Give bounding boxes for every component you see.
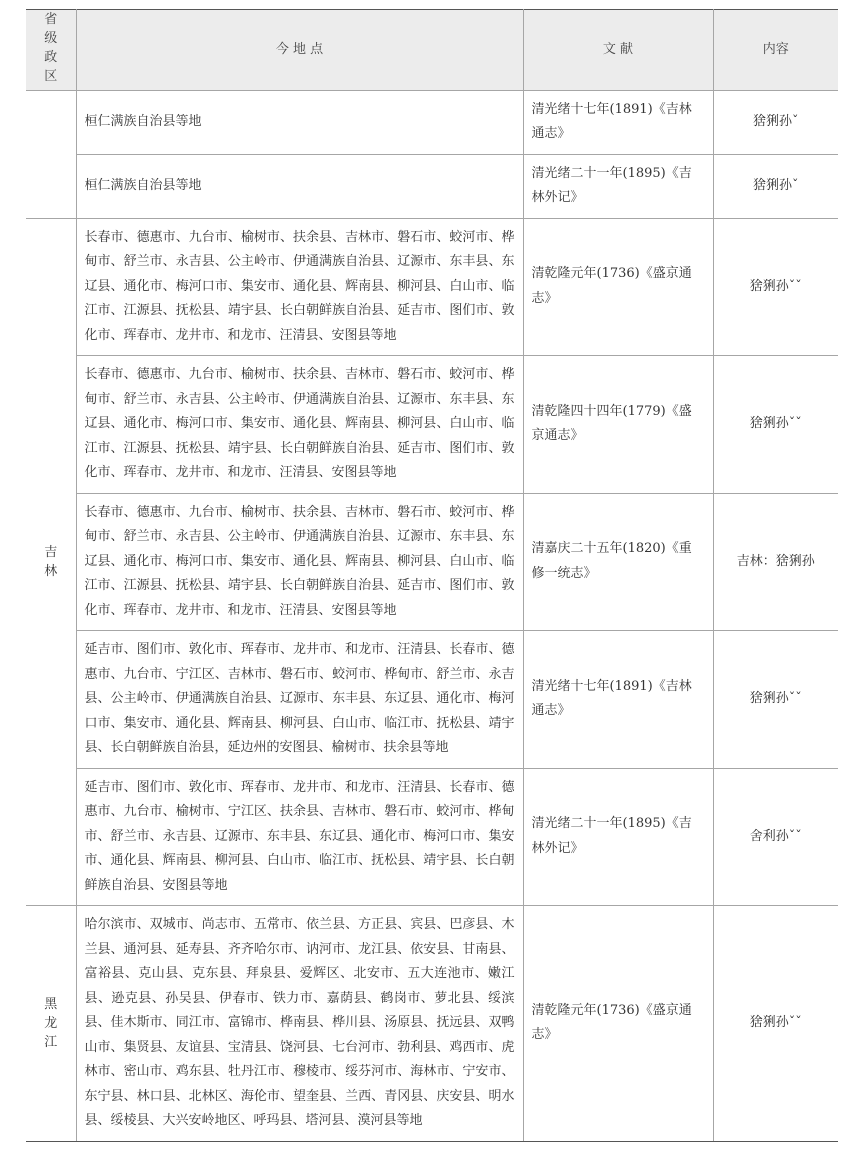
table-row — [26, 90, 838, 154]
source-cell: 清光绪十七年(1891)《吉林通志》 — [523, 90, 713, 154]
source-cell: 清乾隆元年(1736)《盛京通志》 — [523, 218, 713, 356]
content-cell: 猞猁孙ˇˇ — [713, 218, 838, 356]
table-row — [26, 356, 838, 494]
source-cell: 清光绪十七年(1891)《吉林通志》 — [523, 631, 713, 769]
location-cell: 延吉市、图们市、敦化市、珲春市、龙井市、和龙市、汪清县、长春市、德惠市、九台市、榆树市、宁江区、扶余县、吉林市、磐石市、蛟河市、桦甸市、舒兰市、永吉县、辽源市、东丰县、东辽县、通化市、梅河口市、集安市、通化县、辉南县、柳河县、白山市、临江市、抚松县、靖宇县、长白朝鲜族自治县、安图县等地 — [76, 768, 523, 906]
table-row — [26, 906, 838, 1142]
source-cell: 清光绪二十一年(1895)《吉林外记》 — [523, 154, 713, 218]
header-location: 今 地 点 — [76, 10, 523, 91]
gazetteer-table — [26, 9, 838, 1142]
content-cell: 猞猁孙ˇ — [713, 90, 838, 154]
table-row — [26, 218, 838, 356]
province-cell: 吉林 — [26, 218, 76, 906]
location-cell: 长春市、德惠市、九台市、榆树市、扶余县、吉林市、磐石市、蛟河市、桦甸市、舒兰市、永吉县、公主岭市、伊通满族自治县、辽源市、东丰县、东辽县、通化市、梅河口市、集安市、通化县、辉南县、柳河县、白山市、临江市、江源县、抚松县、靖宇县、长白朝鲜族自治县、延吉市、图们市、敦化市、珲春市、龙井市、和龙市、汪清县、安图县等地 — [76, 356, 523, 494]
source-cell: 清乾隆四十四年(1779)《盛京通志》 — [523, 356, 713, 494]
content-cell: 猞猁孙ˇˇ — [713, 631, 838, 769]
province-cell — [26, 90, 76, 218]
location-cell: 桓仁满族自治县等地 — [76, 90, 523, 154]
content-cell: 吉林：猞猁孙 — [713, 493, 838, 631]
table-row — [26, 154, 838, 218]
header-province: 省级政区 — [26, 10, 76, 91]
table-row — [26, 768, 838, 906]
content-cell: 舍利孙ˇˇ — [713, 768, 838, 906]
source-cell: 清乾隆元年(1736)《盛京通志》 — [523, 906, 713, 1142]
header-row — [26, 10, 838, 91]
location-cell: 哈尔滨市、双城市、尚志市、五常市、依兰县、方正县、宾县、巴彦县、木兰县、通河县、延寿县、齐齐哈尔市、讷河市、龙江县、依安县、甘南县、富裕县、克山县、克东县、拜泉县、爱辉区、北安市、五大连池市、嫩江县、逊克县、孙吴县、伊春市、铁力市、嘉荫县、鹤岗市、萝北县、绥滨县、佳木斯市、同江市、富锦市、桦南县、桦川县、汤原县、抚远县、双鸭山市、集贤县、友谊县、宝清县、饶河县、七台河市、勃利县、鸡西市、虎林市、密山市、鸡东县、牡丹江市、穆棱市、绥芬河市、海林市、宁安市、东宁县、林口县、北林区、海伦市、望奎县、兰西、青冈县、庆安县、明水县、绥棱县、大兴安岭地区、呼玛县、塔河县、漠河县等地 — [76, 906, 523, 1142]
location-cell: 长春市、德惠市、九台市、榆树市、扶余县、吉林市、磐石市、蛟河市、桦甸市、舒兰市、永吉县、公主岭市、伊通满族自治县、辽源市、东丰县、东辽县、通化市、梅河口市、集安市、通化县、辉南县、柳河县、白山市、临江市、江源县、抚松县、靖宇县、长白朝鲜族自治县、延吉市、图们市、敦化市、珲春市、龙井市、和龙市、汪清县、安图县等地 — [76, 218, 523, 356]
header-content: 内容 — [713, 10, 838, 91]
header-source: 文 献 — [523, 10, 713, 91]
table-row — [26, 493, 838, 631]
content-cell: 猞猁孙ˇ — [713, 154, 838, 218]
location-cell: 延吉市、图们市、敦化市、珲春市、龙井市、和龙市、汪清县、长春市、德惠市、九台市、宁江区、吉林市、磐石市、蛟河市、桦甸市、舒兰市、永吉县、公主岭市、伊通满族自治县、辽源市、东丰县、东辽县、通化市、梅河口市、集安市、通化县、辉南县、柳河县、白山市、临江市、抚松县、靖宇县、长白朝鲜族自治县，延边州的安图县、榆树市、扶余县等地 — [76, 631, 523, 769]
content-cell: 猞猁孙ˇˇ — [713, 906, 838, 1142]
source-cell: 清光绪二十一年(1895)《吉林外记》 — [523, 768, 713, 906]
location-cell: 桓仁满族自治县等地 — [76, 154, 523, 218]
table-row — [26, 631, 838, 769]
content-cell: 猞猁孙ˇˇ — [713, 356, 838, 494]
location-cell: 长春市、德惠市、九台市、榆树市、扶余县、吉林市、磐石市、蛟河市、桦甸市、舒兰市、永吉县、公主岭市、伊通满族自治县、辽源市、东丰县、东辽县、通化市、梅河口市、集安市、通化县、辉南县、柳河县、白山市、临江市、江源县、抚松县、靖宇县、长白朝鲜族自治县、延吉市、图们市、敦化市、珲春市、龙井市、和龙市、汪清县、安图县等地 — [76, 493, 523, 631]
source-cell: 清嘉庆二十五年(1820)《重修一统志》 — [523, 493, 713, 631]
province-cell: 黑龙江 — [26, 906, 76, 1142]
